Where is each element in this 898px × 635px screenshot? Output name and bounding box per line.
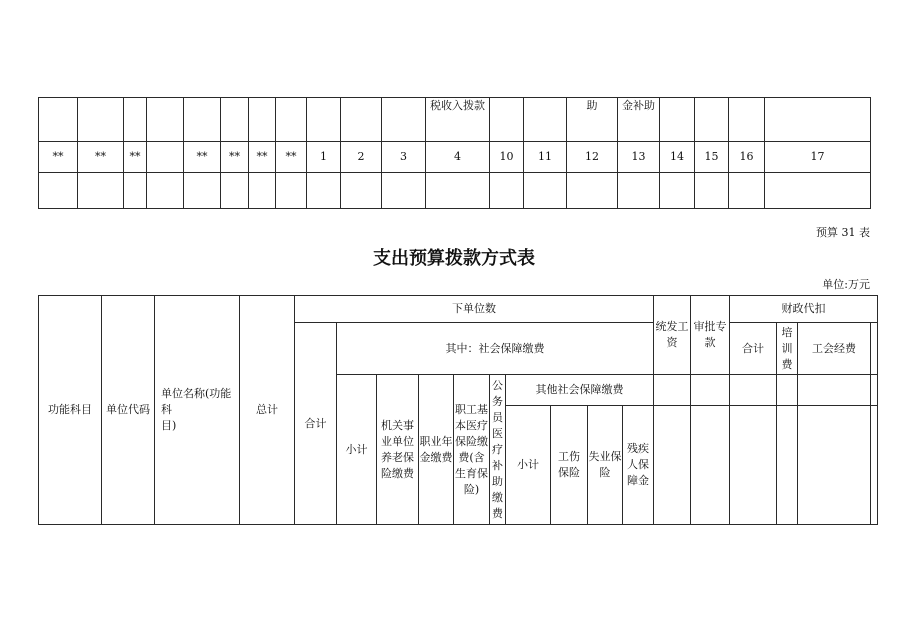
empty-cell <box>730 375 777 406</box>
continuation-header-cell <box>341 98 382 142</box>
empty-data-cell <box>524 173 567 209</box>
column-index-cell: ** <box>184 142 221 173</box>
header-row-1 <box>39 296 878 323</box>
continuation-header-cell <box>249 98 276 142</box>
empty-data-cell <box>618 173 660 209</box>
header-fragment-tax-revenue: 税收入拨款 <box>426 98 490 142</box>
header-fragment-fund-subsidy: 金补助 <box>618 98 660 142</box>
empty-data-cell <box>39 173 78 209</box>
truncated-column-cell <box>871 375 878 406</box>
header-grand-total: 总计 <box>240 296 295 525</box>
header-other-subtotal: 小计 <box>506 406 551 525</box>
empty-data-cell <box>78 173 124 209</box>
empty-cell <box>730 406 777 525</box>
column-index-cell: 15 <box>695 142 729 173</box>
empty-cell <box>691 406 730 525</box>
header-pension-insurance: 机关事 业单位 养老保 险缴费 <box>377 375 419 525</box>
continuation-header-cell <box>765 98 871 142</box>
header-civil-servant-medical-subsidy: 公 务 员 医 疗 补 助 缴 费 <box>490 375 506 525</box>
column-index-cell: 4 <box>426 142 490 173</box>
header-union-fee: 工会经费 <box>798 323 871 375</box>
empty-data-cell <box>147 173 184 209</box>
empty-data-cell <box>276 173 307 209</box>
header-training-fee: 培 训 费 <box>777 323 798 375</box>
column-index-cell: ** <box>276 142 307 173</box>
continuation-header-cell <box>307 98 341 142</box>
column-index-cell: 3 <box>382 142 426 173</box>
header-approved-special-funds: 审批专 款 <box>691 296 730 375</box>
truncated-column-cell <box>871 406 878 525</box>
continuation-header-cell <box>729 98 765 142</box>
empty-cell <box>798 406 871 525</box>
header-fiscal-withholding: 财政代扣 <box>730 296 878 323</box>
column-index-row <box>39 142 871 173</box>
column-index-cell: 13 <box>618 142 660 173</box>
column-index-cell: 10 <box>490 142 524 173</box>
continuation-header-cell <box>276 98 307 142</box>
empty-data-cell <box>695 173 729 209</box>
empty-cell <box>777 406 798 525</box>
empty-data-cell <box>567 173 618 209</box>
continuation-header-cell <box>524 98 567 142</box>
column-index-cell: 14 <box>660 142 695 173</box>
empty-cell <box>691 375 730 406</box>
empty-cell <box>777 375 798 406</box>
column-index-cell: 16 <box>729 142 765 173</box>
empty-data-cell <box>307 173 341 209</box>
column-index-cell: 11 <box>524 142 567 173</box>
header-function-subject: 功能科目 <box>39 296 102 525</box>
continuation-header-cell <box>695 98 729 142</box>
continuation-header-cell <box>78 98 124 142</box>
column-index-cell: ** <box>78 142 124 173</box>
column-index-cell: 2 <box>341 142 382 173</box>
continuation-header-cell <box>124 98 147 142</box>
header-other-social-security-group: 其他社会保障缴费 <box>506 375 654 406</box>
empty-data-cell <box>490 173 524 209</box>
empty-data-cell <box>426 173 490 209</box>
header-unified-payroll: 统发工 资 <box>654 296 691 375</box>
header-work-injury-insurance: 工伤 保险 <box>551 406 588 525</box>
header-subordinate-units: 下单位数 <box>295 296 654 323</box>
column-index-cell: 12 <box>567 142 618 173</box>
continuation-header-cell <box>660 98 695 142</box>
continuation-header-cell <box>382 98 426 142</box>
header-disability-security-fund: 残疾 人保 障金 <box>623 406 654 525</box>
empty-data-cell <box>382 173 426 209</box>
empty-data-cell <box>124 173 147 209</box>
header-occupational-annuity: 职业年 金缴费 <box>419 375 454 525</box>
empty-data-cell <box>184 173 221 209</box>
column-index-cell: 17 <box>765 142 871 173</box>
header-withholding-total: 合计 <box>730 323 777 375</box>
continuation-header-cell <box>490 98 524 142</box>
continuation-header-cell <box>147 98 184 142</box>
header-subordinate-total: 合计 <box>295 323 337 525</box>
continuation-header-row <box>39 98 871 142</box>
continuation-header-cell <box>39 98 78 142</box>
form-number: 预算 31 表 <box>816 226 870 239</box>
continuation-header-cell <box>221 98 249 142</box>
empty-data-cell <box>660 173 695 209</box>
column-index-cell: ** <box>124 142 147 173</box>
empty-cell <box>798 375 871 406</box>
empty-data-cell <box>249 173 276 209</box>
empty-cell <box>654 375 691 406</box>
empty-data-row <box>39 173 871 209</box>
column-index-cell <box>147 142 184 173</box>
header-unemployment-insurance: 失业保 险 <box>588 406 623 525</box>
header-medical-insurance: 职工基 本医疗 保险缴 费(含 生育保 险) <box>454 375 490 525</box>
truncated-column-cell <box>871 323 878 375</box>
empty-data-cell <box>341 173 382 209</box>
empty-data-cell <box>729 173 765 209</box>
expenditure-allocation-table <box>38 295 878 525</box>
document-title: 支出预算拨款方式表 <box>373 248 535 269</box>
empty-data-cell <box>221 173 249 209</box>
header-social-security-group: 其中：社会保障缴费 <box>337 323 654 375</box>
header-fragment-subsidy: 助 <box>567 98 618 142</box>
empty-cell <box>654 406 691 525</box>
column-index-cell: ** <box>249 142 276 173</box>
empty-data-cell <box>765 173 871 209</box>
continuation-header-cell <box>184 98 221 142</box>
column-index-cell: ** <box>39 142 78 173</box>
header-social-security-subtotal: 小计 <box>337 375 377 525</box>
header-unit-name: 单位名称(功能科 目) <box>155 296 240 525</box>
continuation-table <box>38 97 871 209</box>
unit-label: 单位:万元 <box>822 278 870 291</box>
column-index-cell: ** <box>221 142 249 173</box>
column-index-cell: 1 <box>307 142 341 173</box>
header-unit-code: 单位代码 <box>102 296 155 525</box>
